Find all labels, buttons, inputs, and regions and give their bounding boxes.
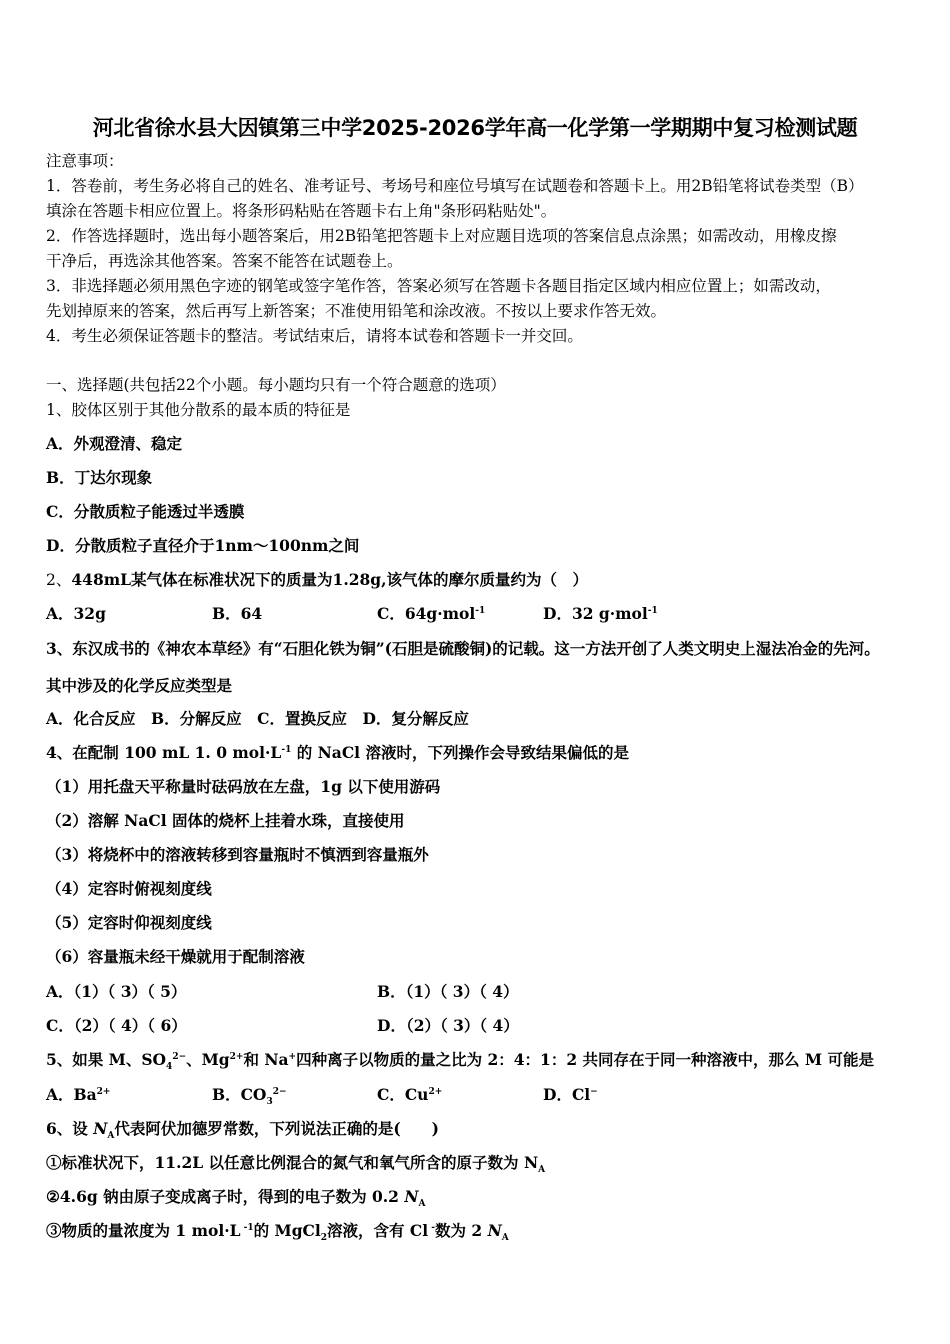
q3-options: A．化合反应 B．分解反应 C．置换反应 D．复分解反应 [46,709,469,728]
q4-option-b: B．（1）（ 3）（ 4） [377,982,519,1001]
notice-line: 4．考生必须保证答题卡的整洁。考试结束后，请将本试卷和答题卡一并交回。 [46,327,583,345]
notice-line: 2．作答选择题时，选出每小题答案后，用2B铅笔把答题卡上对应题目选项的答案信息点涂黑；如需改动，用橡皮擦 [46,227,837,245]
exam-title: 河北省徐水县大因镇第三中学2025-2026学年高一化学第一学期期中复习检测试题 [92,116,858,140]
q6-statement-2: ②4.6g 钠由原子变成离子时，得到的电子数为 0.2 $N_A$ [46,1187,426,1210]
question-3-stem-cont: 其中涉及的化学反应类型是 [46,676,233,695]
question-2-stem [46,570,588,590]
q6-statement-1: ①标准状况下，11.2L 以任意比例混合的氮气和氧气所含的原子数为 $N_A$ [46,1153,546,1176]
q2-option-a: A．32g [46,604,106,623]
question-4-stem: 4、在配制 100 mL 1. 0 $mol\cdot L^{-1}$ 的 NaCl 溶液时，下列操作会导致结果偏低的是 [46,743,629,762]
q4-option-d: D．（2）（ 3）（ 4） [377,1016,519,1035]
q2-option-d: D．32 g·mol$^{-1}$ [543,604,658,623]
question-5-stem: 5、如果 M、$SO_4^{2-}$、$Mg^{2+}$和 Na+四种离子以物质的量之比为 2：4：1：2 共同存在于同一种溶液中，那么 M 可能是 [46,1050,874,1073]
q4-option-c: C．（2）（ 4）（ 6） [46,1016,187,1035]
q5-option-a: A．$Ba^{2+}$ [46,1085,111,1104]
question-6-stem: 6、设 $N_A$代表阿伏加德罗常数，下列说法正确的是( ) [46,1119,440,1142]
notice-line: 干净后，再选涂其他答案。答案不能答在试题卷上。 [46,252,403,270]
q4-item: （5）定容时仰视刻度线 [46,913,212,932]
q4-option-a: A．（1）（ 3）（ 5） [46,982,187,1001]
q1-option-a: A．外观澄清、稳定 [46,434,183,453]
q2-option-c: C．64g·mol$^{-1}$ [377,604,486,623]
q4-item: （2）溶解 NaCl 固体的烧杯上挂着水珠，直接使用 [46,811,405,830]
section-heading: 一、选择题(共包括22个小题。每小题均只有一个符合题意的选项） [46,376,506,394]
q5-option-c: C．$Cu^{2+}$ [377,1085,443,1104]
notice-line: 填涂在答题卡相应位置上。将条形码粘贴在答题卡右上角"条形码粘贴处"。 [46,202,557,220]
notice-line: 先划掉原来的答案，然后再写上新答案；不准使用铅笔和涂改液。不按以上要求作答无效。 [46,302,667,320]
q6-statement-3: ③物质的量浓度为 1 mol·L $^{-1}$的 MgCl$_2$溶液，含有 Cl -数为 2 $N_A$ [46,1221,509,1244]
notice-heading: 注意事项： [46,152,124,170]
q1-option-b: B．丁达尔现象 [46,468,153,487]
q2-number: 2、 [46,571,72,589]
q1-option-c: C．分散质粒子能透过半透膜 [46,502,245,521]
q4-item: （4）定容时俯视刻度线 [46,879,212,898]
q4-item: （3）将烧杯中的溶液转移到容量瓶时不慎洒到容量瓶外 [46,845,429,864]
notice-line: 1．答卷前，考生务必将自己的姓名、准考证号、考场号和座位号填写在试题卷和答题卡上。用2B铅笔将试卷类型（B） [46,177,864,195]
question-1-stem: 1、胶体区别于其他分散系的最本质的特征是 [46,401,351,419]
notice-line: 3．非选择题必须用黑色字迹的钢笔或签字笔作答，答案必须写在答题卡各题目指定区域内相应位置上；如需改动， [46,277,831,295]
q5-option-d: D．Cl− [543,1085,598,1104]
q2-text: 448mL某气体在标准状况下的质量为1.28g,该气体的摩尔质量约为（ ） [71,570,589,589]
q2-option-b: B．64 [212,604,263,623]
question-3-stem: 3、东汉成书的《神农本草经》有“石胆化铁为铜”(石胆是硫酸铜)的记载。这一方法开创了人类文明史上湿法冶金的先河。 [46,639,880,658]
q5-option-b: B．$CO_3^{2-}$ [212,1085,287,1108]
q1-option-d: D．分散质粒子直径介于1nm～100nm之间 [46,536,360,555]
q4-item: （1）用托盘天平称量时砝码放在左盘，1g 以下使用游码 [46,777,441,796]
q4-item: （6）容量瓶未经干燥就用于配制溶液 [46,947,305,966]
